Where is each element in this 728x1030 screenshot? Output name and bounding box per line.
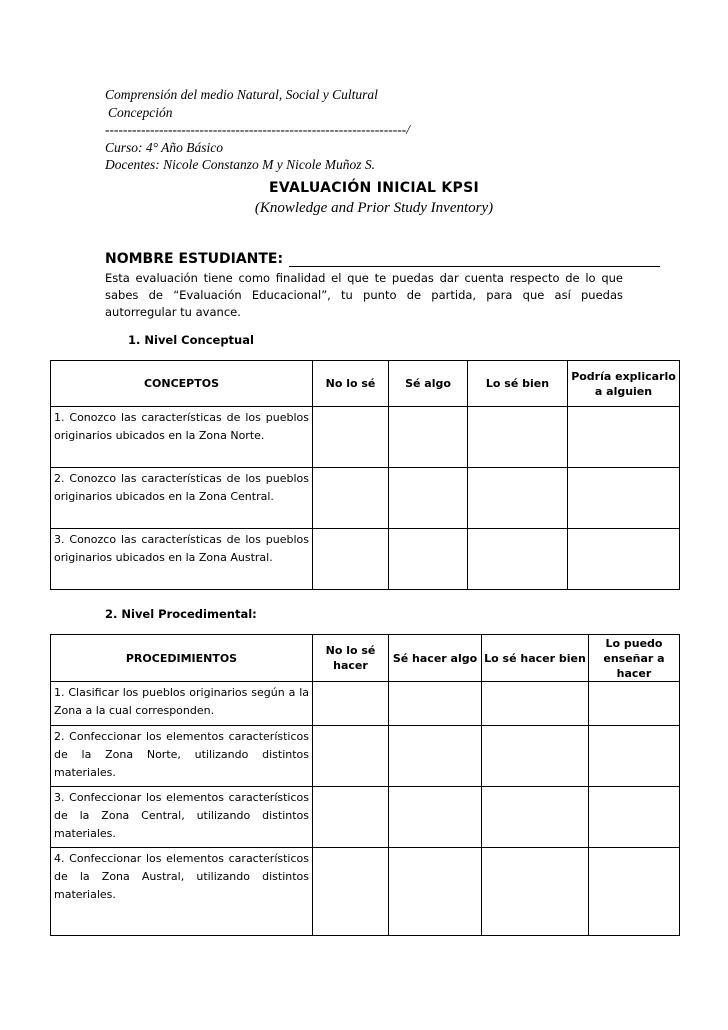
column-header: Sé algo: [389, 361, 468, 407]
column-header: Lo puedo enseñar a hacer: [589, 635, 680, 682]
column-header: PROCEDIMIENTOS: [51, 635, 313, 682]
column-header: Lo sé hacer bien: [482, 635, 589, 682]
answer-cell[interactable]: [482, 682, 589, 726]
answer-cell[interactable]: [568, 529, 680, 590]
column-header: Podría explicarlo a alguien: [568, 361, 680, 407]
evaluation-title-block: [0, 180, 728, 217]
column-header: No lo sé hacer: [313, 635, 389, 682]
answer-cell[interactable]: [589, 726, 680, 787]
conceptual-table: [50, 360, 680, 590]
row-description: 1. Clasificar los pueblos originarios según a la Zona a la cual corresponden.: [51, 682, 313, 726]
row-description: 2. Conozco las características de los pueblos originarios ubicados en la Zona Central.: [51, 468, 313, 529]
answer-cell[interactable]: [389, 848, 482, 936]
answer-cell[interactable]: [389, 407, 468, 468]
table-header-row: [51, 361, 680, 407]
student-name-row: [105, 251, 660, 267]
answer-cell[interactable]: [589, 848, 680, 936]
city-line: Concepción: [108, 104, 173, 120]
table-row: [51, 787, 680, 848]
dash-separator: -------------------------------------------------------------------/: [105, 122, 410, 137]
table-row: [51, 407, 680, 468]
answer-cell[interactable]: [468, 468, 568, 529]
answer-cell[interactable]: [389, 682, 482, 726]
table-row: [51, 468, 680, 529]
student-name-field[interactable]: [289, 252, 660, 267]
table-row: [51, 682, 680, 726]
answer-cell[interactable]: [313, 468, 389, 529]
section-conceptual-title: 1. Nivel Conceptual: [128, 333, 254, 347]
row-description: 3. Conozco las características de los pueblos originarios ubicados en la Zona Austral.: [51, 529, 313, 590]
answer-cell[interactable]: [589, 682, 680, 726]
table-row: [51, 726, 680, 787]
evaluation-subtitle: (Knowledge and Prior Study Inventory): [254, 200, 494, 216]
subject-line: Comprensión del medio Natural, Social y Cultural: [105, 87, 378, 102]
teachers-line: Docentes: Nicole Constanzo M y Nicole Muñoz S.: [105, 157, 375, 172]
row-description: 4. Confeccionar los elementos característicos de la Zona Austral, utilizando distintos materiales.: [51, 848, 313, 936]
answer-cell[interactable]: [568, 468, 680, 529]
intro-paragraph: Esta evaluación tiene como finalidad el que te puedas dar cuenta respecto de lo que sabes de “Evaluación Educacional”, tu punto de partida, para que así puedas autorregular tu avance.: [105, 271, 623, 319]
row-description: 3. Confeccionar los elementos característicos de la Zona Central, utilizando distintos materiales.: [51, 787, 313, 848]
answer-cell[interactable]: [589, 787, 680, 848]
answer-cell[interactable]: [389, 726, 482, 787]
answer-cell[interactable]: [313, 726, 389, 787]
row-description: 2. Confeccionar los elementos característicos de la Zona Norte, utilizando distintos materiales.: [51, 726, 313, 787]
table-row: [51, 848, 680, 936]
student-name-label: NOMBRE ESTUDIANTE:: [105, 251, 284, 267]
answer-cell[interactable]: [468, 407, 568, 468]
procedural-table: [50, 634, 680, 936]
course-line: Curso: 4° Año Básico: [105, 139, 224, 155]
answer-cell[interactable]: [389, 468, 468, 529]
table-row: [51, 529, 680, 590]
answer-cell[interactable]: [313, 407, 389, 468]
answer-cell[interactable]: [482, 848, 589, 936]
table-header-row: [51, 635, 680, 682]
column-header: Sé hacer algo: [389, 635, 482, 682]
evaluation-title: EVALUACIÓN INICIAL KPSI: [268, 180, 479, 196]
answer-cell[interactable]: [313, 529, 389, 590]
answer-cell[interactable]: [568, 407, 680, 468]
answer-cell[interactable]: [482, 787, 589, 848]
row-description: 1. Conozco las características de los pueblos originarios ubicados en la Zona Norte.: [51, 407, 313, 468]
answer-cell[interactable]: [482, 726, 589, 787]
answer-cell[interactable]: [389, 529, 468, 590]
column-header: CONCEPTOS: [51, 361, 313, 407]
answer-cell[interactable]: [313, 787, 389, 848]
document-header: [105, 86, 410, 174]
column-header: Lo sé bien: [468, 361, 568, 407]
answer-cell[interactable]: [389, 787, 482, 848]
answer-cell[interactable]: [313, 848, 389, 936]
answer-cell[interactable]: [468, 529, 568, 590]
section-procedural-title: 2. Nivel Procedimental:: [105, 607, 257, 621]
answer-cell[interactable]: [313, 682, 389, 726]
column-header: No lo sé: [313, 361, 389, 407]
